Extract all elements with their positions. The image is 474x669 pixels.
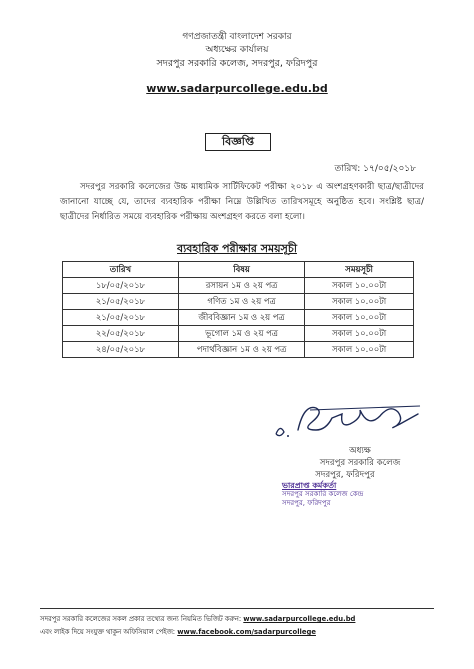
cell-subject: জীববিজ্ঞান ১ম ও ২য় পত্র bbox=[178, 310, 304, 326]
notice-date: তারিখ: ১৭/০৫/২০১৮ bbox=[334, 164, 416, 174]
footer-divider bbox=[40, 608, 434, 609]
cell-time: সকাল ১০.০০টা bbox=[305, 342, 414, 358]
cell-time: সকাল ১০.০০টা bbox=[305, 326, 414, 342]
stamp-line-1: সদরপুর সরকারি কলেজ কেন্দ্র bbox=[282, 490, 364, 498]
header-government: গণপ্রজাতন্ত্রী বাংলাদেশ সরকার bbox=[182, 32, 292, 42]
footer-website-link[interactable]: www.sadarpurcollege.edu.bd bbox=[243, 615, 356, 623]
table-row bbox=[63, 310, 414, 326]
signature-location: সদরপুর, ফরিদপুর bbox=[315, 470, 375, 480]
footer-line-2 bbox=[40, 627, 434, 638]
footer-facebook-link[interactable]: www.facebook.com/sadarpurcollege bbox=[177, 628, 316, 636]
cell-subject: রসায়ন ১ম ও ২য় পত্র bbox=[178, 278, 304, 294]
footer-text-2: এবং লাইক দিয়ে সংযুক্ত থাকুন অফিসিয়াল পেইজ: bbox=[40, 628, 176, 636]
cell-date: ২১/০৫/২০১৮ bbox=[63, 310, 179, 326]
table-row bbox=[63, 342, 414, 358]
notice-body: সদরপুর সরকারি কলেজের উচ্চ মাধ্যমিক সার্টিফিকেট পরীক্ষা ২০১৮ এ অংশগ্রহণকারী ছাত্র/ছাত্রীদের জানানো যাচ্ছে যে, তাদের ব্যবহারিক পরীক্ষা নিম্নে উল্লিখিত তারিখসমূহে অনুষ্ঠিত হবে। সংশ্লিষ্ট ছাত্র/ছাত্রীদের নির্ধারিত সময়ে ব্যবহারিক পরীক্ষায় অংশগ্রহণ করতে বলা হলো। bbox=[60, 182, 424, 222]
header-website-link[interactable]: www.sadarpurcollege.edu.bd bbox=[146, 82, 328, 95]
table-row bbox=[63, 326, 414, 342]
footer-line-1 bbox=[40, 614, 434, 625]
cell-time: সকাল ১০.০০টা bbox=[305, 278, 414, 294]
cell-date: ২৪/০৫/২০১৮ bbox=[63, 342, 179, 358]
cell-subject: গণিত ১ম ও ২য় পত্র bbox=[178, 294, 304, 310]
footer-text-1: সদরপুর সরকারি কলেজের সকল প্রকার তথ্যের জন্য নিয়মিত ভিজিট করুন: bbox=[40, 615, 242, 623]
handwritten-signature bbox=[270, 400, 440, 445]
stamp-line-2: সদরপুর, ফরিদপুর bbox=[282, 499, 331, 507]
column-header-date: তারিখ bbox=[63, 262, 179, 278]
schedule-title-text: ব্যবহারিক পরীক্ষার সময়সূচী bbox=[177, 242, 297, 255]
table-row bbox=[63, 294, 414, 310]
header-office: অধ্যক্ষের কার্যালয় bbox=[205, 45, 269, 55]
column-header-time: সময়সূচী bbox=[305, 262, 414, 278]
schedule-header-row bbox=[63, 262, 414, 278]
stamp-title: ভারপ্রাপ্ত কর্মকর্তা bbox=[282, 481, 337, 490]
notice-title: বিজ্ঞপ্তি bbox=[205, 133, 271, 151]
signature-designation: অধ্যক্ষ bbox=[349, 446, 371, 456]
schedule-table bbox=[62, 261, 414, 358]
column-header-subject: বিষয় bbox=[178, 262, 304, 278]
cell-time: সকাল ১০.০০টা bbox=[305, 294, 414, 310]
cell-date: ১৮/০৫/২০১৮ bbox=[63, 278, 179, 294]
table-row bbox=[63, 278, 414, 294]
header-college: সদরপুর সরকারি কলেজ, সদরপুর, ফরিদপুর bbox=[156, 58, 318, 69]
cell-subject: পদার্থবিজ্ঞান ১ম ও ২য় পত্র bbox=[178, 342, 304, 358]
schedule-title bbox=[0, 240, 474, 259]
cell-date: ২১/০৫/২০১৮ bbox=[63, 294, 179, 310]
signature-college: সদরপুর সরকারি কলেজ bbox=[319, 458, 401, 468]
cell-subject: ভূগোল ১ম ও ২য় পত্র bbox=[178, 326, 304, 342]
cell-time: সকাল ১০.০০টা bbox=[305, 310, 414, 326]
cell-date: ২২/০৫/২০১৮ bbox=[63, 326, 179, 342]
official-stamp bbox=[282, 481, 402, 508]
